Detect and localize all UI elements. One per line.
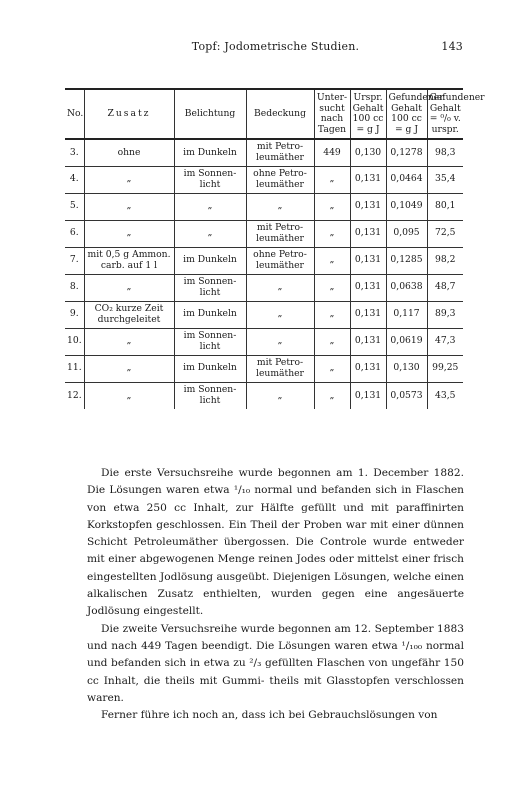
cell-bedeckung: mit Petro-leumäther [246, 139, 314, 166]
cell-zusatz: „ [84, 166, 174, 193]
body-text [87, 465, 464, 724]
cell-urspr: 0,131 [350, 193, 386, 220]
cell-zusatz: „ [84, 274, 174, 301]
cell-belichtung: im Dunkeln [174, 301, 246, 328]
cell-bedeckung: mit Petro-leumäther [246, 355, 314, 382]
cell-bedeckung: „ [246, 301, 314, 328]
cell-bedeckung: mit Petro-leumäther [246, 220, 314, 247]
cell-zusatz: „ [84, 328, 174, 355]
table-row [65, 355, 463, 382]
cell-zusatz: mit 0,5 g Ammon. carb. auf 1 l [84, 247, 174, 274]
col-header-zusatz: Zusatz [84, 89, 174, 139]
cell-urspr: 0,131 [350, 247, 386, 274]
col-header-gefunden-g: Gefundener Gehalt 100 cc = g J [386, 89, 427, 139]
cell-tage: „ [314, 193, 350, 220]
cell-belichtung: im Dunkeln [174, 139, 246, 166]
cell-gefunden-g: 0,0464 [386, 166, 427, 193]
cell-gefunden-prozent: 80,1 [427, 193, 463, 220]
cell-tage: „ [314, 220, 350, 247]
cell-belichtung: im Dunkeln [174, 355, 246, 382]
cell-gefunden-g: 0,117 [386, 301, 427, 328]
cell-tage: „ [314, 328, 350, 355]
cell-bedeckung: „ [246, 274, 314, 301]
cell-bedeckung: „ [246, 382, 314, 409]
cell-tage: „ [314, 301, 350, 328]
cell-gefunden-prozent: 47,3 [427, 328, 463, 355]
cell-gefunden-prozent: 35,4 [427, 166, 463, 193]
paragraph: Die erste Versuchsreihe wurde begonnen am 1. December 1882. Die Lösungen waren etwa ¹/₁₀ normal und befanden sich in Flaschen von etwa 250 cc Inhalt, zur Hälfte gefüllt und mit paraffinirten Korkstopfen geschlossen. Ein Theil der Proben war mit einer dünnen Schicht Petroleumäther übergossen. Die Controle wurde entweder mit einer abgewogenen Menge reinen Jodes oder mittelst einer frisch eingestellten Jodlösung ausgeübt. Diejenigen Lösungen, welche einen alkalischen Zusatz enthielten, wurden gegen eine angesäuerte Jodlösung eingestellt. [87, 467, 464, 618]
running-title: Topf: Jodometrische Studien. [191, 40, 360, 53]
cell-no: 8. [65, 274, 84, 301]
cell-urspr: 0,131 [350, 355, 386, 382]
cell-urspr: 0,131 [350, 328, 386, 355]
cell-zusatz: „ [84, 193, 174, 220]
cell-urspr: 0,131 [350, 274, 386, 301]
cell-gefunden-prozent: 48,7 [427, 274, 463, 301]
cell-tage: „ [314, 247, 350, 274]
cell-tage: 449 [314, 139, 350, 166]
cell-tage: „ [314, 166, 350, 193]
cell-tage: „ [314, 382, 350, 409]
cell-no: 11. [65, 355, 84, 382]
table-row [65, 301, 463, 328]
cell-belichtung: im Sonnen-licht [174, 166, 246, 193]
table-row [65, 139, 463, 166]
cell-belichtung: im Dunkeln [174, 247, 246, 274]
cell-urspr: 0,131 [350, 166, 386, 193]
table-row [65, 220, 463, 247]
cell-urspr: 0,130 [350, 139, 386, 166]
cell-urspr: 0,131 [350, 220, 386, 247]
table-header-row [65, 89, 463, 139]
col-header-belichtung: Belichtung [174, 89, 246, 139]
cell-gefunden-g: 0,1285 [386, 247, 427, 274]
col-header-tage: Unter-sucht nach Tagen [314, 89, 350, 139]
cell-gefunden-prozent: 98,3 [427, 139, 463, 166]
cell-gefunden-g: 0,0619 [386, 328, 427, 355]
table-body [65, 139, 463, 409]
cell-zusatz: „ [84, 355, 174, 382]
cell-gefunden-prozent: 43,5 [427, 382, 463, 409]
table-row [65, 382, 463, 409]
cell-bedeckung: „ [246, 328, 314, 355]
col-header-urspr: Urspr. Gehalt 100 cc = g J [350, 89, 386, 139]
table-row [65, 193, 463, 220]
cell-gefunden-prozent: 98,2 [427, 247, 463, 274]
table-row [65, 247, 463, 274]
cell-tage: „ [314, 274, 350, 301]
paragraph: Die zweite Versuchsreihe wurde begonnen am 12. September 1883 und nach 449 Tagen beendigt. Die Lösungen waren etwa ¹/₁₀₀ normal und befanden sich in etwa zu ²/₃ gefüllten Flaschen von ungefähr 150 cc Inhalt, die theils mit Gummi- theils mit Glasstopfen verschlossen waren. [87, 622, 464, 704]
cell-no: 5. [65, 193, 84, 220]
cell-no: 4. [65, 166, 84, 193]
cell-tage: „ [314, 355, 350, 382]
cell-gefunden-g: 0,1049 [386, 193, 427, 220]
cell-gefunden-prozent: 72,5 [427, 220, 463, 247]
col-header-no: No. [65, 89, 84, 139]
cell-gefunden-prozent: 89,3 [427, 301, 463, 328]
cell-zusatz: „ [84, 382, 174, 409]
cell-no: 7. [65, 247, 84, 274]
cell-belichtung: „ [174, 220, 246, 247]
cell-gefunden-g: 0,0573 [386, 382, 427, 409]
cell-belichtung: im Sonnen-licht [174, 274, 246, 301]
table-row [65, 274, 463, 301]
cell-gefunden-g: 0,1278 [386, 139, 427, 166]
cell-belichtung: im Sonnen-licht [174, 382, 246, 409]
col-header-gefunden-prozent: Gefundener Gehalt = ⁰/₀ v. urspr. [427, 89, 463, 139]
cell-gefunden-g: 0,130 [386, 355, 427, 382]
col-header-bedeckung: Bedeckung [246, 89, 314, 139]
cell-gefunden-prozent: 99,25 [427, 355, 463, 382]
cell-no: 12. [65, 382, 84, 409]
paragraph: Ferner führe ich noch an, dass ich bei Gebrauchslösungen von [101, 709, 438, 722]
cell-no: 6. [65, 220, 84, 247]
cell-zusatz: „ [84, 220, 174, 247]
table-row [65, 328, 463, 355]
table-row [65, 166, 463, 193]
cell-urspr: 0,131 [350, 382, 386, 409]
page-number: 143 [441, 40, 463, 53]
cell-gefunden-g: 0,095 [386, 220, 427, 247]
cell-no: 3. [65, 139, 84, 166]
cell-no: 10. [65, 328, 84, 355]
cell-belichtung: im Sonnen-licht [174, 328, 246, 355]
cell-gefunden-g: 0,0638 [386, 274, 427, 301]
cell-urspr: 0,131 [350, 301, 386, 328]
cell-bedeckung: ohne Petro-leumäther [246, 247, 314, 274]
cell-bedeckung: „ [246, 193, 314, 220]
cell-no: 9. [65, 301, 84, 328]
results-table [65, 88, 485, 409]
cell-zusatz: CO₂ kurze Zeit durchgeleitet [84, 301, 174, 328]
cell-belichtung: „ [174, 193, 246, 220]
cell-bedeckung: ohne Petro-leumäther [246, 166, 314, 193]
cell-zusatz: ohne [84, 139, 174, 166]
